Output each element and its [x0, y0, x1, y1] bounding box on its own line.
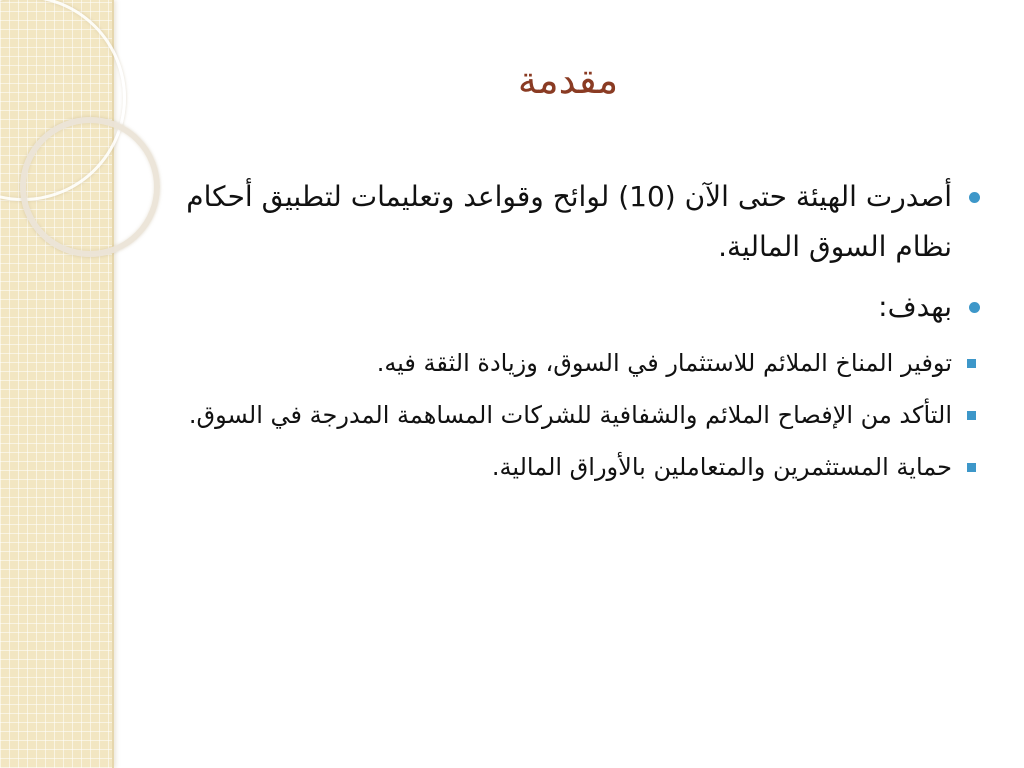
sub-bullet-text: التأكد من الإفصاح الملائم والشفافية للشركات المساهمة المدرجة في السوق.: [188, 401, 952, 429]
sub-bullet-text: توفير المناخ الملائم للاستثمار في السوق، وزيادة الثقة فيه.: [376, 349, 952, 377]
sub-bullet-item: [170, 394, 982, 436]
slide-title: مقدمة: [517, 58, 619, 102]
decorative-ring-small: [20, 117, 160, 257]
bullet-dot-icon: [969, 302, 980, 313]
bullet-dot-icon: [969, 192, 980, 203]
decorative-side-panel: [0, 0, 114, 768]
sub-bullet-item: [170, 342, 982, 384]
bullet-square-icon: [967, 463, 976, 472]
sub-bullet-text: حماية المستثمرين والمتعاملين بالأوراق المالية.: [491, 453, 952, 481]
sub-bullet-item: [170, 446, 982, 488]
bullet-item: [170, 282, 982, 332]
bullet-item: [170, 172, 982, 272]
slide-content: [170, 172, 982, 498]
bullet-square-icon: [967, 359, 976, 368]
bullet-square-icon: [967, 411, 976, 420]
bullet-text: بهدف:: [878, 290, 952, 323]
bullet-text: أصدرت الهيئة حتى الآن (10) لوائح وقواعد وتعليمات لتطبيق أحكام نظام السوق المالية.: [186, 180, 952, 263]
